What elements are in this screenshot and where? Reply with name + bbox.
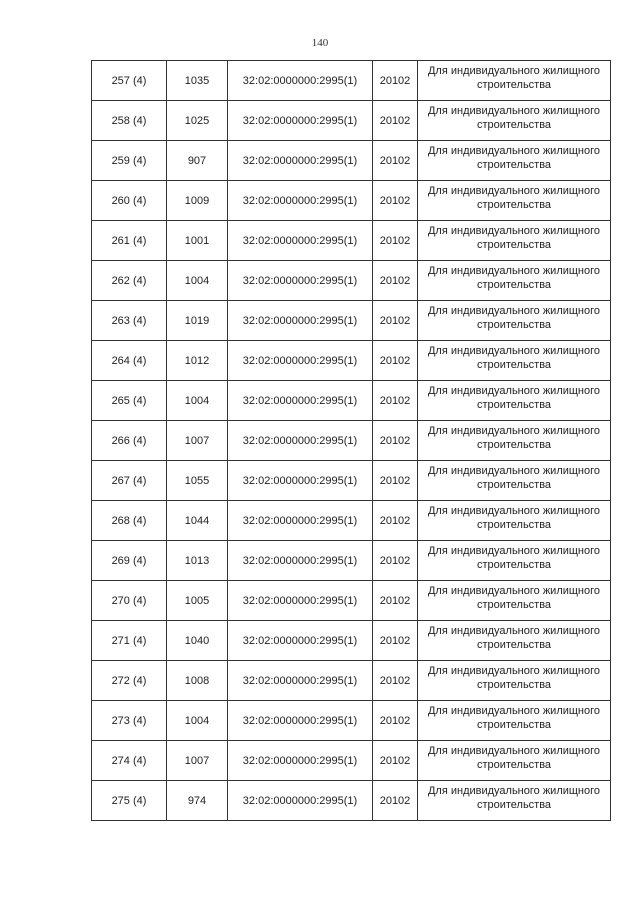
table-row [92,621,611,661]
table-row [92,381,611,421]
plot-id-cell: 268 (4) [92,501,167,541]
area-cell: 1009 [167,181,228,221]
plot-id-cell: 273 (4) [92,701,167,741]
area-cell: 1040 [167,621,228,661]
code-cell: 20102 [373,181,418,221]
code-cell: 20102 [373,301,418,341]
cadastral-number-cell: 32:02:0000000:2995(1) [228,581,373,621]
code-cell: 20102 [373,701,418,741]
table-row [92,301,611,341]
cadastral-number-cell: 32:02:0000000:2995(1) [228,501,373,541]
cadastral-number-cell: 32:02:0000000:2995(1) [228,61,373,101]
area-cell: 1001 [167,221,228,261]
permitted-use-cell: Для индивидуального жилищного строительства [418,461,611,501]
table-row [92,341,611,381]
code-cell: 20102 [373,221,418,261]
table-row [92,181,611,221]
plot-id-cell: 257 (4) [92,61,167,101]
area-cell: 1004 [167,261,228,301]
permitted-use-cell: Для индивидуального жилищного строительства [418,701,611,741]
plot-id-cell: 271 (4) [92,621,167,661]
cadastral-number-cell: 32:02:0000000:2995(1) [228,661,373,701]
permitted-use-cell: Для индивидуального жилищного строительства [418,781,611,821]
permitted-use-cell: Для индивидуального жилищного строительства [418,181,611,221]
cadastral-number-cell: 32:02:0000000:2995(1) [228,101,373,141]
area-cell: 1025 [167,101,228,141]
area-cell: 1035 [167,61,228,101]
cadastral-number-cell: 32:02:0000000:2995(1) [228,741,373,781]
table-row [92,741,611,781]
table-row [92,581,611,621]
table-row [92,701,611,741]
code-cell: 20102 [373,341,418,381]
area-cell: 1012 [167,341,228,381]
table-row [92,781,611,821]
area-cell: 1044 [167,501,228,541]
code-cell: 20102 [373,741,418,781]
plot-id-cell: 275 (4) [92,781,167,821]
table-row [92,501,611,541]
permitted-use-cell: Для индивидуального жилищного строительства [418,381,611,421]
code-cell: 20102 [373,581,418,621]
plot-id-cell: 272 (4) [92,661,167,701]
code-cell: 20102 [373,661,418,701]
area-cell: 1013 [167,541,228,581]
table-row [92,541,611,581]
area-cell: 1008 [167,661,228,701]
plot-id-cell: 258 (4) [92,101,167,141]
cadastral-number-cell: 32:02:0000000:2995(1) [228,301,373,341]
plot-id-cell: 260 (4) [92,181,167,221]
area-cell: 1004 [167,381,228,421]
area-cell: 1004 [167,701,228,741]
permitted-use-cell: Для индивидуального жилищного строительства [418,741,611,781]
cadastral-number-cell: 32:02:0000000:2995(1) [228,461,373,501]
code-cell: 20102 [373,621,418,661]
cadastral-number-cell: 32:02:0000000:2995(1) [228,261,373,301]
cadastral-number-cell: 32:02:0000000:2995(1) [228,701,373,741]
table-row [92,141,611,181]
table-row [92,421,611,461]
cadastral-number-cell: 32:02:0000000:2995(1) [228,141,373,181]
area-cell: 1055 [167,461,228,501]
code-cell: 20102 [373,781,418,821]
permitted-use-cell: Для индивидуального жилищного строительства [418,581,611,621]
table-row [92,101,611,141]
table-row [92,661,611,701]
code-cell: 20102 [373,541,418,581]
permitted-use-cell: Для индивидуального жилищного строительства [418,421,611,461]
code-cell: 20102 [373,141,418,181]
permitted-use-cell: Для индивидуального жилищного строительства [418,341,611,381]
plot-id-cell: 262 (4) [92,261,167,301]
permitted-use-cell: Для индивидуального жилищного строительства [418,261,611,301]
code-cell: 20102 [373,381,418,421]
area-cell: 1007 [167,741,228,781]
permitted-use-cell: Для индивидуального жилищного строительства [418,301,611,341]
plot-id-cell: 270 (4) [92,581,167,621]
cadastral-number-cell: 32:02:0000000:2995(1) [228,221,373,261]
cadastral-number-cell: 32:02:0000000:2995(1) [228,621,373,661]
permitted-use-cell: Для индивидуального жилищного строительства [418,501,611,541]
code-cell: 20102 [373,61,418,101]
cadastral-number-cell: 32:02:0000000:2995(1) [228,181,373,221]
area-cell: 974 [167,781,228,821]
plot-id-cell: 264 (4) [92,341,167,381]
permitted-use-cell: Для индивидуального жилищного строительства [418,141,611,181]
area-cell: 1005 [167,581,228,621]
cadastral-number-cell: 32:02:0000000:2995(1) [228,381,373,421]
area-cell: 1007 [167,421,228,461]
table-row [92,221,611,261]
cadastral-number-cell: 32:02:0000000:2995(1) [228,541,373,581]
cadastral-number-cell: 32:02:0000000:2995(1) [228,421,373,461]
code-cell: 20102 [373,501,418,541]
land-plots-table [91,60,611,821]
table-row [92,461,611,501]
page-number: 140 [311,37,329,49]
permitted-use-cell: Для индивидуального жилищного строительства [418,61,611,101]
area-cell: 907 [167,141,228,181]
plot-id-cell: 274 (4) [92,741,167,781]
table-row [92,261,611,301]
plot-id-cell: 266 (4) [92,421,167,461]
permitted-use-cell: Для индивидуального жилищного строительства [418,661,611,701]
table-row [92,61,611,101]
permitted-use-cell: Для индивидуального жилищного строительства [418,101,611,141]
cadastral-number-cell: 32:02:0000000:2995(1) [228,341,373,381]
plot-id-cell: 267 (4) [92,461,167,501]
plot-id-cell: 269 (4) [92,541,167,581]
plot-id-cell: 265 (4) [92,381,167,421]
code-cell: 20102 [373,101,418,141]
plot-id-cell: 263 (4) [92,301,167,341]
plot-id-cell: 259 (4) [92,141,167,181]
permitted-use-cell: Для индивидуального жилищного строительства [418,221,611,261]
cadastral-number-cell: 32:02:0000000:2995(1) [228,781,373,821]
code-cell: 20102 [373,261,418,301]
table-body [92,61,611,821]
code-cell: 20102 [373,421,418,461]
permitted-use-cell: Для индивидуального жилищного строительства [418,621,611,661]
permitted-use-cell: Для индивидуального жилищного строительства [418,541,611,581]
area-cell: 1019 [167,301,228,341]
code-cell: 20102 [373,461,418,501]
plot-id-cell: 261 (4) [92,221,167,261]
